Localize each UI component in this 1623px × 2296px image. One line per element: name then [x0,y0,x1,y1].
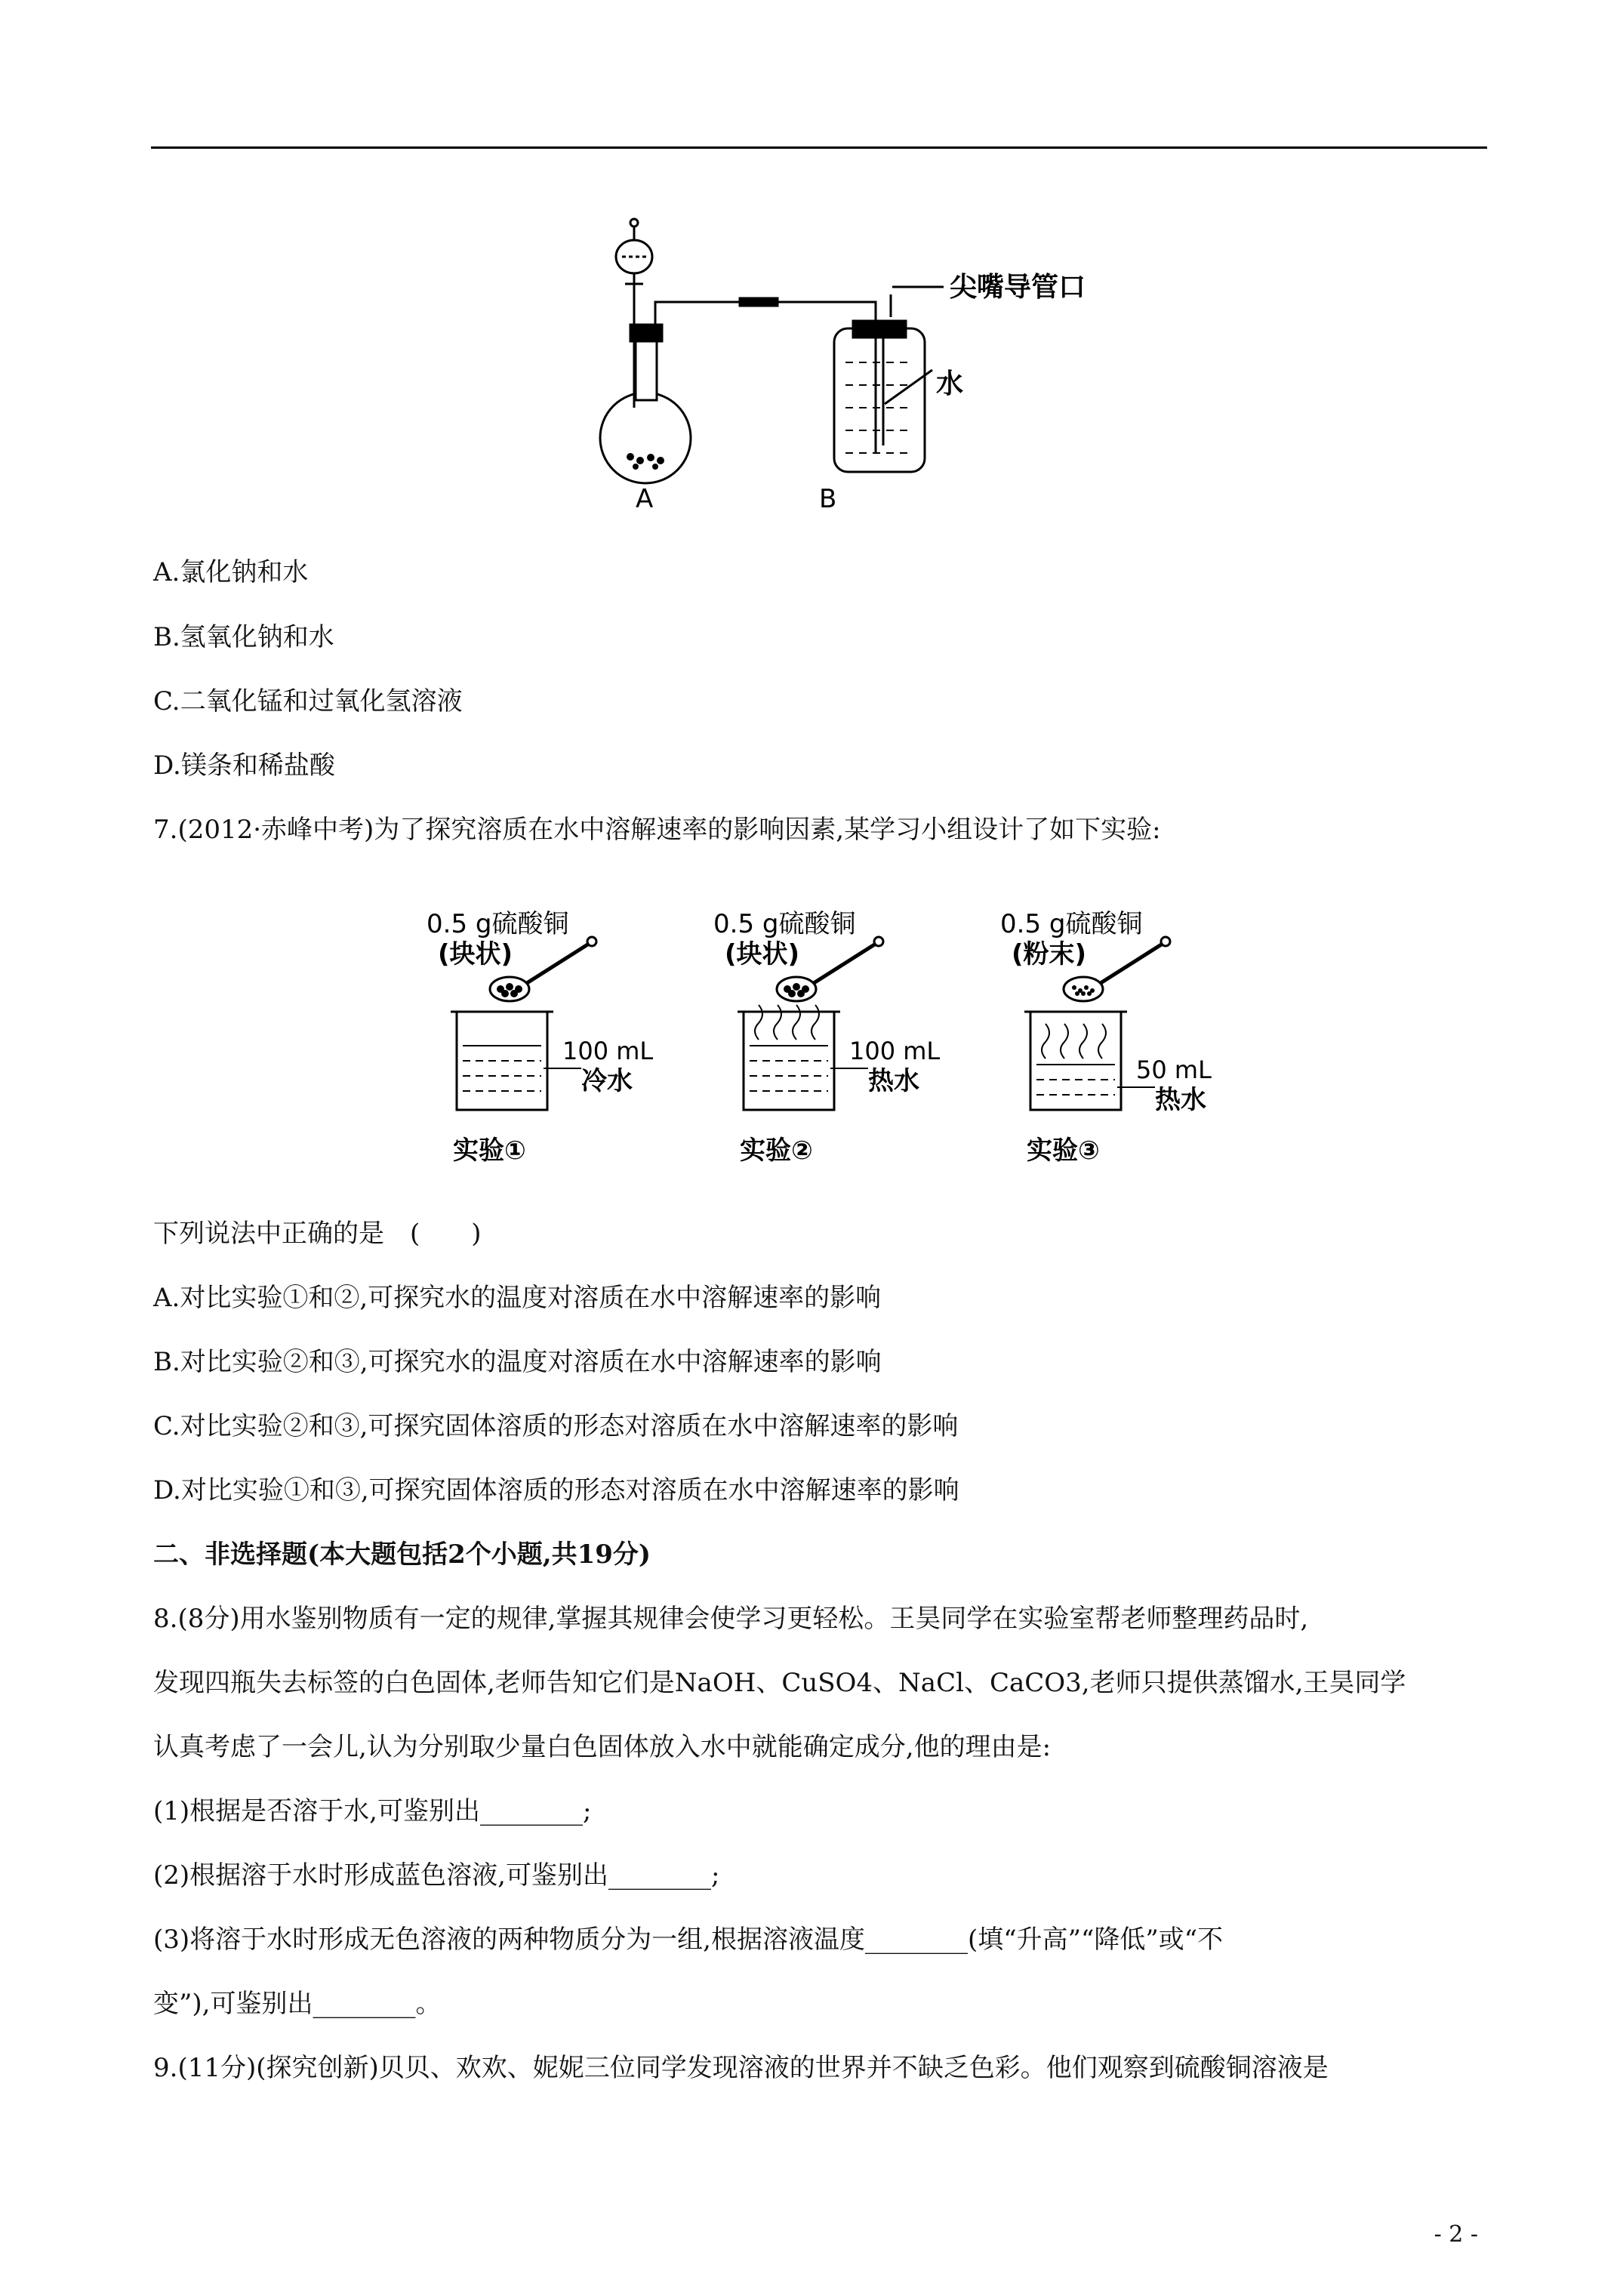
q7-option-a: A.对比实验①和②,可探究水的温度对溶质在水中溶解速率的影响 [153,1283,882,1313]
label-b: B [819,484,837,514]
q8-sub-2: (2)根据溶于水时形成蓝色溶液,可鉴别出________; [153,1860,720,1891]
exp-volume-label: 100 mL [849,1037,941,1065]
q6-option-d: D.镁条和稀盐酸 [153,750,335,781]
tip-callout-label: 尖嘴导管口 [950,272,1086,303]
water-callout-label: 水 [936,368,964,399]
exp-name-label: 实验② [740,1136,813,1166]
header-rule [151,146,1487,149]
q7-option-d: D.对比实验①和③,可探究固体溶质的形态对溶质在水中溶解速率的影响 [153,1475,959,1505]
exp-mass-label: 0.5 g硫酸铜 [713,909,856,939]
experiment-2 [713,909,940,1166]
exp-name-label: 实验③ [1027,1136,1100,1166]
q6-option-b: B.氢氧化钠和水 [153,622,334,652]
exp-water-label: 热水 [868,1066,919,1096]
q8-sub-3b: 变”),可鉴别出________。 [153,1989,442,2019]
exp-form-label: (块状) [438,939,513,969]
q7-option-c: C.对比实验②和③,可探究固体溶质的形态对溶质在水中溶解速率的影响 [153,1411,959,1441]
q8-line-1: 8.(8分)用水鉴别物质有一定的规律,掌握其规律会使学习更轻松。王昊同学在实验室帮老师整理药品时, [153,1604,1309,1634]
exp-volume-label: 100 mL [562,1037,654,1065]
q6-option-c: C.二氧化锰和过氧化氢溶液 [153,686,463,717]
label-a: A [636,484,654,514]
experiment-1 [427,909,653,1166]
exp-mass-label: 0.5 g硫酸铜 [1000,909,1143,939]
q6-option-a: A.氯化钠和水 [153,557,309,587]
experiments-figure [423,898,1276,1193]
q9-line-1: 9.(11分)(探究创新)贝贝、欢欢、妮妮三位同学发现溶液的世界并不缺乏色彩。他们观察到硫酸铜溶液是 [153,2053,1329,2083]
q7-prompt: 下列说法中正确的是 ( ) [153,1219,482,1249]
section-heading: 二、非选择题(本大题包括2个小题,共19分) [153,1539,651,1570]
q7-stem: 7.(2012·赤峰中考)为了探究溶质在水中溶解速率的影响因素,某学习小组设计了如下实验: [153,815,1161,845]
exp-form-label: (粉末) [1012,939,1087,969]
q8-sub-1: (1)根据是否溶于水,可鉴别出________; [153,1796,592,1826]
q8-sub-3a: (3)将溶于水时形成无色溶液的两种物质分为一组,根据溶液温度________(填“升高”“降低”或“不 [153,1925,1224,1955]
page-number: - 2 - [1434,2221,1478,2248]
exp-water-label: 热水 [1155,1085,1206,1115]
apparatus-figure [589,211,1086,521]
exp-form-label: (块状) [725,939,800,969]
q7-option-b: B.对比实验②和③,可探究水的温度对溶质在水中溶解速率的影响 [153,1347,882,1377]
exp-name-label: 实验① [453,1136,526,1166]
q8-line-2: 发现四瓶失去标签的白色固体,老师告知它们是NaOH、CuSO4、NaCl、CaCO3,老师只提供蒸馏水,王昊同学 [153,1668,1406,1698]
exp-water-label: 冷水 [581,1066,633,1096]
exp-mass-label: 0.5 g硫酸铜 [427,909,569,939]
exp-volume-label: 50 mL [1136,1056,1212,1084]
experiment-3 [1000,909,1212,1166]
q8-line-3: 认真考虑了一会儿,认为分别取少量白色固体放入水中就能确定成分,他的理由是: [153,1732,1052,1762]
